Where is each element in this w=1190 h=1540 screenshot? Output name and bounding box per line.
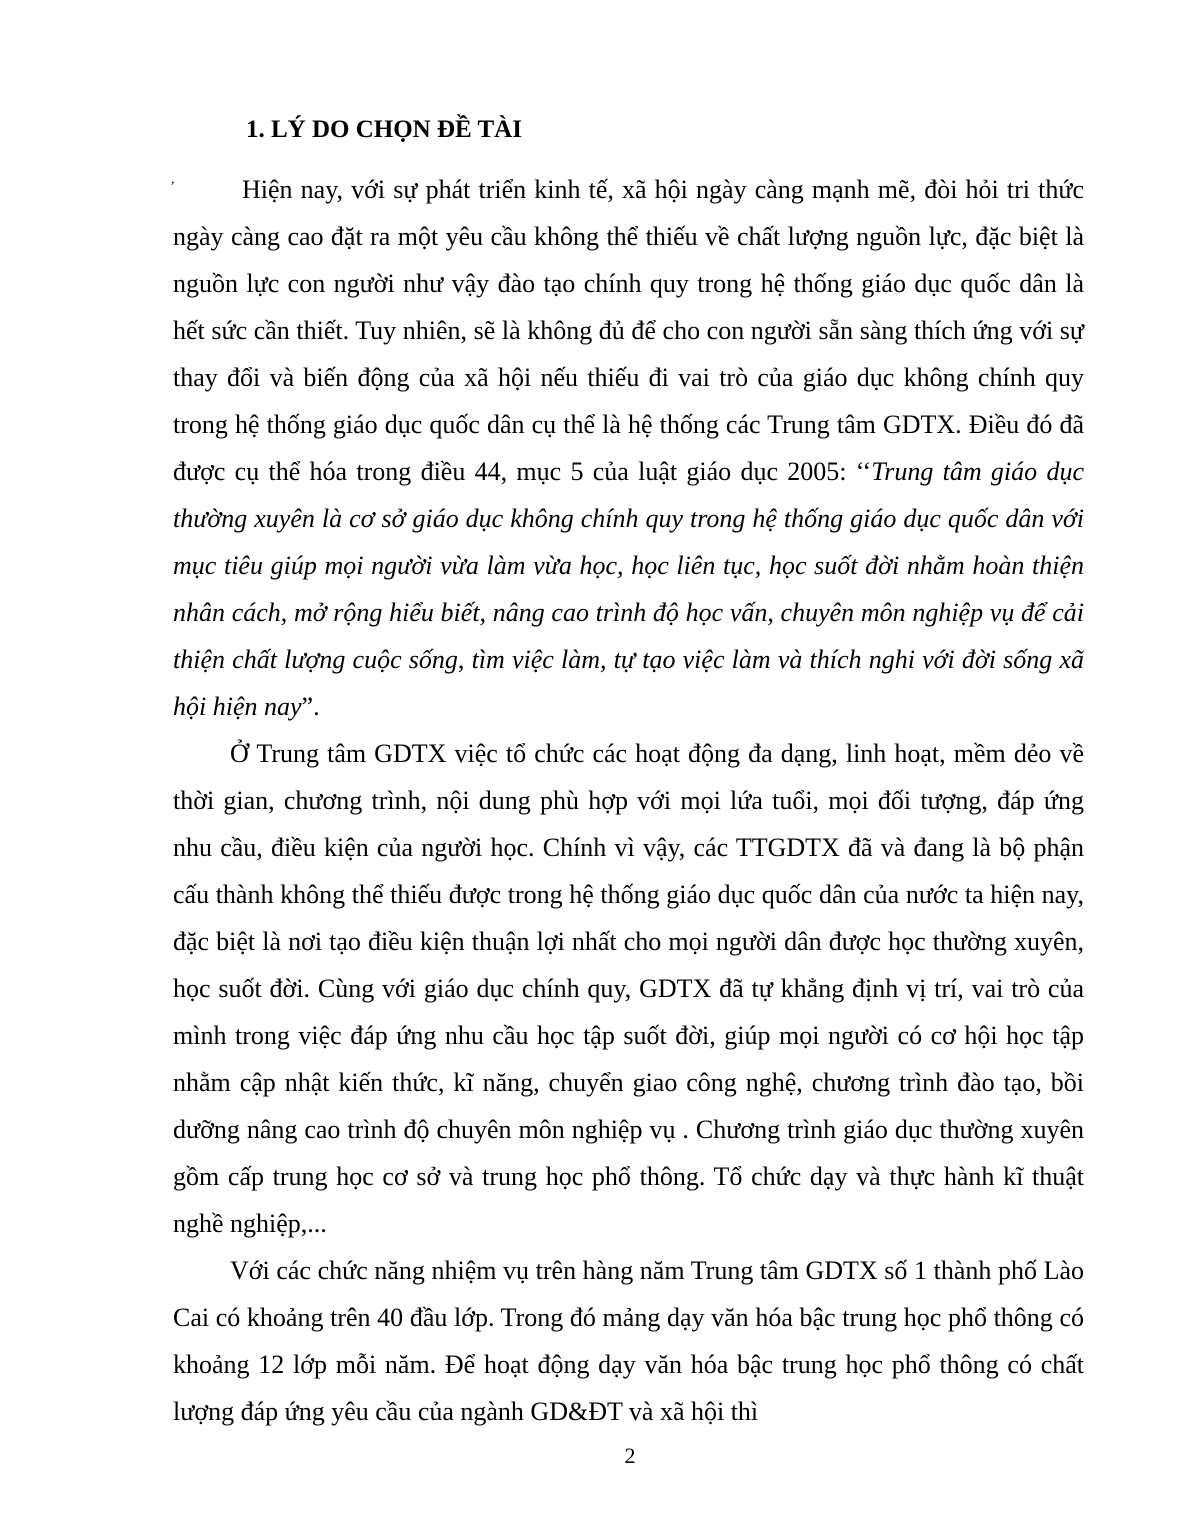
- page-number: 2: [624, 1443, 636, 1468]
- paragraph-1-closing: ”.: [301, 692, 320, 721]
- section-heading: 1. LÝ DO CHỌN ĐỀ TÀI: [246, 116, 522, 143]
- paragraph-1-text: Hiện nay, với sự phát triển kinh tế, xã hội ngày càng mạnh mẽ, đòi hỏi tri thức ngày càng cao đặt ra một yêu cầu không thể thiếu về chất lượng nguồn lực, đặc biệt là nguồn lực con người như vậy đào tạo chính quy trong hệ thống giáo dục quốc dân là hết sức cần thiết. Tuy nhiên, sẽ là không đủ để cho con người sẵn sàng thích ứng với sự thay đổi và biến động của xã hội nếu thiếu đi vai trò của giáo dục không chính quy trong hệ thống giáo dục quốc dân cụ thể là hệ thống các Trung tâm GDTX. Điều đó đã được cụ thể hóa trong điều 44, mục 5 của luật giáo dục 2005: ‘‘: [173, 175, 1084, 486]
- paragraph-3: Với các chức năng nhiệm vụ trên hàng năm Trung tâm GDTX số 1 thành phố Lào Cai có khoảng trên 40 đầu lớp. Trong đó mảng dạy văn hóa bậc trung học phổ thông có khoảng 12 lớp mỗi năm. Để hoạt động dạy văn hóa bậc trung học phổ thông có chất lượng đáp ứng yêu cầu của ngành GD&ĐT và xã hội thì: [173, 1256, 1084, 1426]
- stray-mark: ,: [171, 172, 175, 187]
- body-text: [173, 166, 1084, 1435]
- paragraph-2: Ở Trung tâm GDTX việc tổ chức các hoạt động đa dạng, linh hoạt, mềm dẻo về thời gian, chương trình, nội dung phù hợp với mọi lứa tuổi, mọi đối tượng, đáp ứng nhu cầu, điều kiện của người học. Chính vì vậy, các TTGDTX đã và đang là bộ phận cấu thành không thể thiếu được trong hệ thống giáo dục quốc dân của nước ta hiện nay, đặc biệt là nơi tạo điều kiện thuận lợi nhất cho mọi người dân được học thường xuyên, học suốt đời. Cùng với giáo dục chính quy, GDTX đã tự khẳng định vị trí, vai trò của mình trong việc đáp ứng nhu cầu học tập suốt đời, giúp mọi người có cơ hội học tập nhằm cập nhật kiến thức, kĩ năng, chuyển giao công nghệ, chương trình đào tạo, bồi dưỡng nâng cao trình độ chuyên môn nghiệp vụ . Chương trình giáo dục thường xuyên gồm cấp trung học cơ sở và trung học phổ thông. Tổ chức dạy và thực hành kĩ thuật nghề nghiệp,...: [173, 739, 1084, 1238]
- paragraph-1: [173, 166, 1084, 730]
- law-quote: Trung tâm giáo dục thường xuyên là cơ sở giáo dục không chính quy trong hệ thống giáo dục quốc dân với mục tiêu giúp mọi người vừa làm vừa học, học liên tục, học suốt đời nhằm hoàn thiện nhân cách, mở rộng hiểu biết, nâng cao trình độ học vấn, chuyên môn nghiệp vụ để cải thiện chất lượng cuộc sống, tìm việc làm, tự tạo việc làm và thích nghi với đời sống xã hội hiện nay: [173, 457, 1084, 721]
